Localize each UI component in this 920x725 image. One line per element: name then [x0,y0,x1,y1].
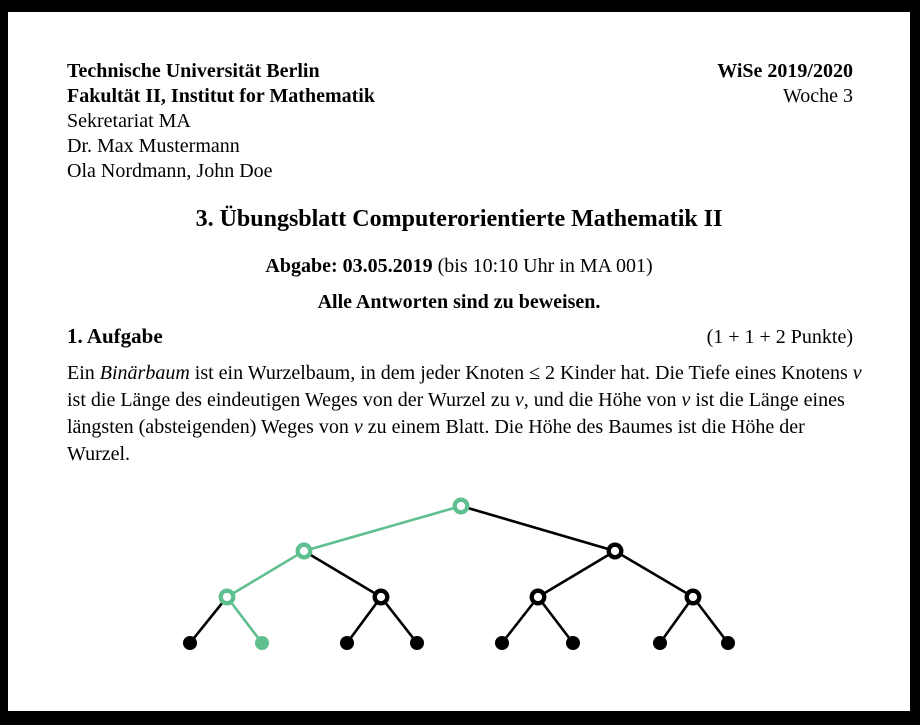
exercise-heading-row [67,323,853,350]
header-faculty: Fakultät II, Institut for Mathematik [67,85,375,107]
exercise-paragraph [67,360,862,468]
header-address-block [67,59,375,184]
page-surface [8,12,910,711]
exercise-points: (1 + 1 + 2 Punkte) [706,326,853,348]
paragraph-segment: ist ein Wurzelbaum, in dem jeder Knoten ≤ 2 Kinder hat. Die Tiefe eines Knotens [189,362,853,384]
header-semester-block [717,59,853,109]
deadline-date: Abgabe: 03.05.2019 [265,255,433,277]
header-semester: WiSe 2019/2020 [717,60,853,82]
header-week: Woche 3 [782,85,853,107]
paragraph-segment: v [681,389,691,411]
paragraph-segment: Binärbaum [99,362,190,384]
paragraph-segment: v [852,362,862,384]
deadline-line [8,253,910,279]
paragraph-segment: ist die Länge des eindeutigen Weges von der Wurzel zu [67,389,515,411]
paragraph-segment: zu einem Blatt. Die Höhe des Baumes ist die Höhe der Wurzel. [67,416,805,465]
paragraph-segment: Ein [67,362,100,384]
header-assistants: Ola Nordmann, John Doe [67,160,273,182]
notice-line: Alle Antworten sind zu beweisen. [317,291,601,313]
paragraph-segment: v [514,389,524,411]
document-header [67,59,853,184]
paragraph-segment: , und die Höhe von [523,389,682,411]
paragraph-segment: ist die Länge eines längsten (absteigenden) Weges von [67,389,845,438]
exercise-label: 1. Aufgabe [67,324,163,348]
deadline-details: (bis 10:10 Uhr in MA 001) [432,255,653,277]
header-university: Technische Universität Berlin [67,60,320,82]
paragraph-segment: v [353,416,363,438]
header-lecturer: Dr. Max Mustermann [67,135,240,157]
header-secretariat: Sekretariat MA [67,110,191,132]
sheet-title: 3. Übungsblatt Computerorientierte Mathematik II [195,206,723,232]
